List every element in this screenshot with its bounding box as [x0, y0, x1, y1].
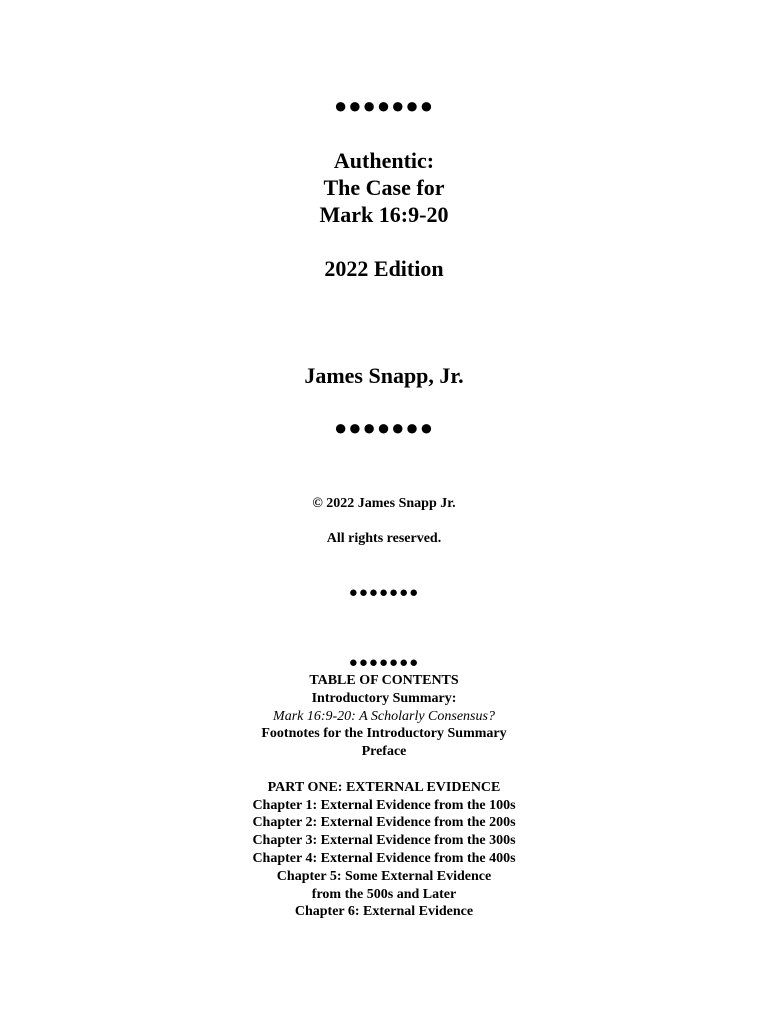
toc-item: Chapter 2: External Evidence from the 200s [252, 815, 516, 831]
toc-part-heading: PART ONE: EXTERNAL EVIDENCE [267, 779, 501, 795]
toc-item: Introductory Summary: [311, 690, 457, 706]
table-of-contents [0, 672, 768, 921]
toc-spacer [0, 761, 768, 779]
toc-item: Mark 16:9-20: A Scholarly Consensus? [273, 708, 495, 724]
edition: 2022 Edition [324, 256, 444, 281]
rights-notice: All rights reserved. [326, 531, 442, 546]
toc-item: from the 500s and Later [311, 886, 457, 902]
title-line: Authentic: [333, 148, 435, 173]
toc-item: Chapter 5: Some External Evidence [276, 868, 492, 884]
toc-item: Footnotes for the Introductory Summary [261, 726, 507, 742]
toc-item: Chapter 6: External Evidence [294, 904, 474, 920]
ornament-middle: ●●●●●●● [333, 415, 435, 440]
toc-item: Chapter 4: External Evidence from the 400s [252, 850, 516, 866]
toc-item: Chapter 3: External Evidence from the 300s [252, 833, 516, 849]
ornament-small-2: ●●●●●●● [348, 655, 420, 671]
ornament-top: ●●●●●●● [333, 93, 435, 118]
book-title [0, 147, 768, 228]
copyright-notice: © 2022 James Snapp Jr. [312, 496, 456, 511]
toc-item: Chapter 1: External Evidence from the 100s [252, 797, 516, 813]
title-line: The Case for [323, 175, 445, 200]
title-line: Mark 16:9-20 [319, 202, 449, 227]
toc-heading: TABLE OF CONTENTS [309, 673, 459, 688]
author: James Snapp, Jr. [304, 363, 464, 388]
ornament-small-1: ●●●●●●● [348, 585, 420, 601]
toc-item: Preface [361, 744, 407, 760]
